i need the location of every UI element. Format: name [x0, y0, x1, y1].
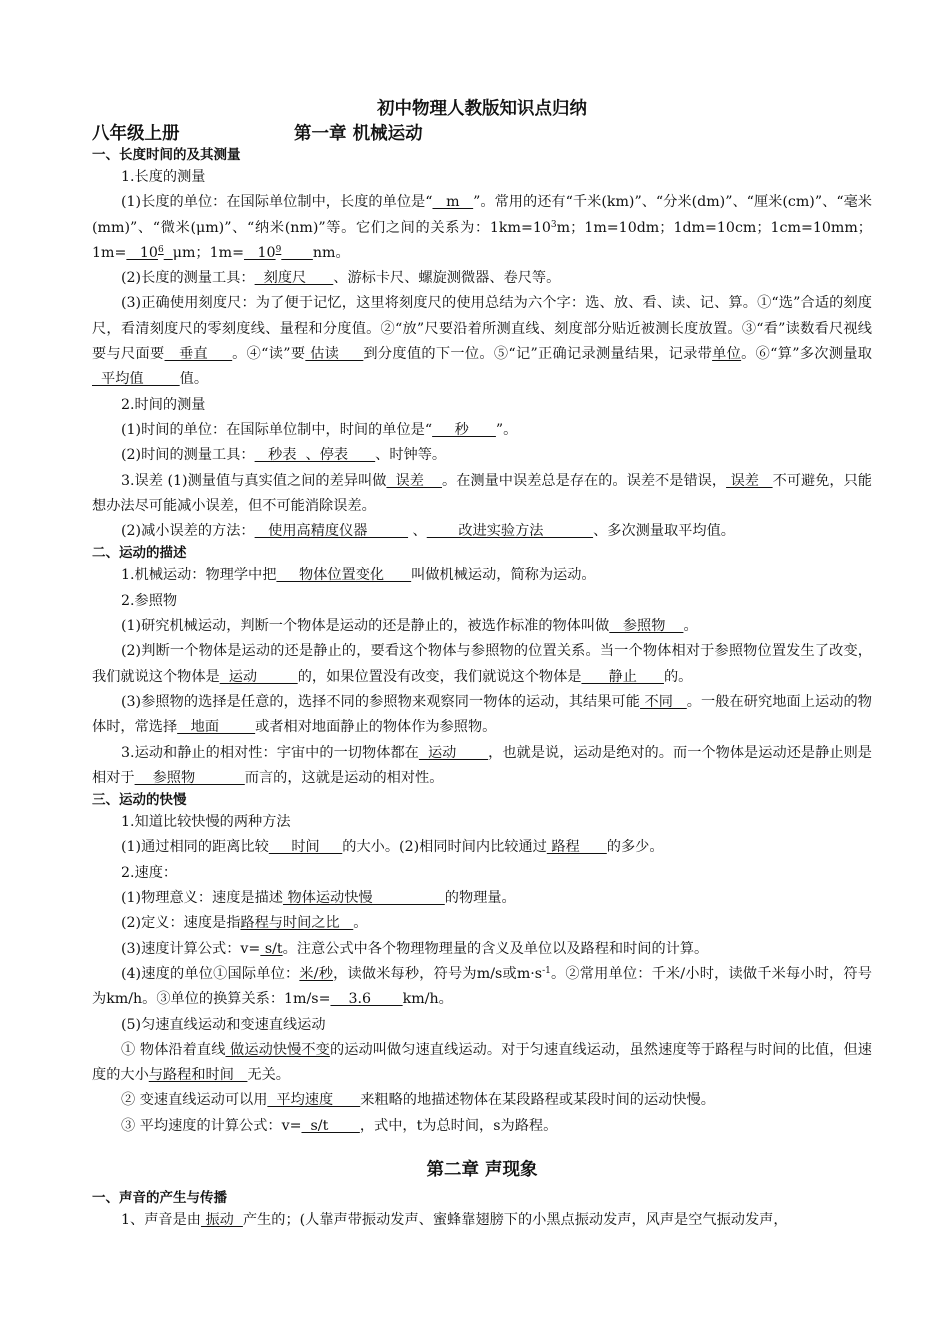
answer-blank: 不同	[639, 693, 687, 710]
answer-blank: 3.6	[330, 991, 403, 1008]
speed-unit-paragraph: (4)速度的单位①国际单位：米/秒，读做米每秒，符号为m/s或$m\cdot s^{-1}$。②常用单位：千米/小时，读做千米每小时，符号为km/h。③单位的换算关系：1m/s= 3.6 km/h。	[92, 965, 872, 1008]
answer-blank: s/t	[301, 1117, 360, 1134]
section3-title: 三、运动的快慢	[92, 792, 187, 809]
chapter1-title: 第一章 机械运动	[294, 124, 423, 144]
answer-blank: m	[432, 194, 474, 211]
document-title: 初中物理人教版知识点归纳	[377, 99, 587, 119]
variable-motion-paragraph: ② 变速直线运动可以用 平均速度 来粗略的地描述物体在某段路程或某段时间的运动快慢。	[121, 1092, 715, 1109]
speed-heading: 2.速度：	[121, 864, 178, 881]
chapter-heading-line	[92, 122, 872, 146]
answer-blank: 参照物	[134, 769, 245, 786]
length-unit-paragraph: (1)长度的单位：在国际单位制中，长度的单位是“ m ”。常用的还有“千米(km)”、“分米(dm)”、“厘米(cm)”、“毫米(mm)”、“微米(μm)”、“纳米(nm)”等。它们之间的关系为：$1km=10^3m$；1m=10dm；1dm=10cm；1cm=10mm；$1m= 10^6$ μm；$1m= 10^9$ nm。	[92, 194, 872, 261]
section2-title: 二、运动的描述	[92, 545, 187, 562]
answer-blank: 平均速度	[267, 1092, 361, 1109]
time-measurement-heading: 2.时间的测量	[121, 396, 206, 413]
answer-blank: 时间	[268, 839, 343, 856]
reference-choice-paragraph: (3)参照物的选择是任意的，选择不同的参照物来观察同一物体的运动，其结果可能 不同 。一般在研究地面上运动的物体时，常选择 地面 或者相对地面静止的物体作为参照物。	[92, 693, 872, 736]
answer-blank: 地面	[177, 719, 256, 736]
answer-blank: 平均值	[92, 371, 180, 388]
answer-blank: 振动	[200, 1211, 243, 1228]
average-speed-paragraph: ③ 平均速度的计算公式：v= s/t ，式中，t为总时间，s为路程。	[121, 1117, 558, 1134]
answer-blank: 秒	[432, 421, 496, 438]
answer-blank: 路程	[546, 839, 607, 856]
answer-blank: 运动	[418, 744, 489, 761]
grade-label: 八年级上册	[92, 124, 180, 144]
length-measurement-heading: 1.长度的测量	[121, 169, 206, 185]
reference-judge-paragraph: (2)判断一个物体是运动的还是静止的，要看这个物体与参照物的位置关系。当一个物体相对于参照物位置发生了改变，我们就说这个物体是 运动 的，如果位置没有改变，我们就说这个物体是 静止 的。	[92, 643, 872, 685]
answer-blank: 误差	[386, 472, 442, 489]
chapter2-title: 第二章 声现象	[426, 1159, 538, 1180]
speed-formula-paragraph: (3)速度计算公式：v= s/t。注意公式中各个物理物理量的含义及单位以及路程和时间的计算。	[121, 940, 709, 957]
answer-blank: 估读	[305, 346, 364, 363]
answer-blank: 垂直	[164, 346, 233, 363]
section1-title: 一、长度时间的及其测量	[92, 147, 241, 163]
answer-blank: s/t	[260, 940, 283, 957]
answer-blank: 误差	[726, 472, 773, 489]
speed-meaning-paragraph: (1)物理意义：速度是描述 物体运动快慢 的物理量。	[121, 890, 516, 907]
answer-blank: 与路程和时间	[148, 1067, 248, 1084]
reference-def-paragraph: (1)研究机械运动，判断一个物体是运动的还是静止的，被选作标准的物体叫做 参照物 。	[121, 618, 698, 635]
mechanical-motion-paragraph: 1.机械运动：物理学中把 物体位置变化 叫做机械运动，简称为运动。	[121, 567, 596, 584]
relativity-paragraph: 3.运动和静止的相对性：宇宙中的一切物体都在 运动 ，也就是说，运动是绝对的。而一个物体是运动还是静止则是相对于 参照物 而言的，这就是运动的相对性。	[92, 744, 872, 786]
length-tools-paragraph: (2)长度的测量工具： 刻度尺 、游标卡尺、螺旋测微器、卷尺等。	[121, 270, 561, 287]
uniform-motion-paragraph: ① 物体沿着直线 做运动快慢不变的运动叫做匀速直线运动。对于匀速直线运动，虽然速度等于路程与时间的比值，但速度的大小与路程和时间 无关。	[92, 1041, 872, 1084]
error-paragraph: 3.误差 (1)测量值与真实值之间的差异叫做 误差 。在测量中误差总是存在的。误差不是错误， 误差 不可避免，只能想办法尽可能减小误差，但不可能消除误差。	[92, 472, 872, 514]
answer-blank: 运动	[219, 668, 298, 685]
answer-blank: 10	[126, 244, 158, 261]
ruler-usage-paragraph: (3)正确使用刻度尺：为了便于记忆，这里将刻度尺的使用总结为六个字：选、放、看、读、记、算。①“选”合适的刻度尺，看清刻度尺的零刻度线、量程和分度值。②“放”尺要沿着所测直线、刻度部分贴近被测长度放置。③“看”读数看尺视线要与尺面要 垂直 。④“读”要 估读 到分度值的下一位。⑤“记”正确记录测量结果，记录带单位。⑥“算”多次测量取 平均值 值。	[92, 295, 872, 388]
answer-blank: 使用高精度仪器	[254, 523, 409, 540]
time-unit-paragraph: (1)时间的单位：在国际单位制中，时间的单位是“ 秒 ”。	[121, 421, 518, 438]
answer-blank: 改进实验方法	[426, 523, 594, 540]
reduce-error-paragraph: (2)减小误差的方法： 使用高精度仪器 、 改进实验方法 、多次测量取平均值。	[121, 523, 735, 540]
answer-blank: 米/秒	[299, 965, 334, 982]
reference-heading: 2.参照物	[121, 592, 178, 609]
compare-heading: 1.知道比较快慢的两种方法	[121, 814, 291, 831]
answer-blank: 物体运动快慢	[282, 890, 445, 907]
uniform-motion-heading: (5)匀速直线运动和变速直线运动	[121, 1016, 326, 1033]
time-tools-paragraph: (2)时间的测量工具： 秒表 、停表 、时钟等。	[121, 447, 447, 464]
sound-production-paragraph: 1、声音是由 振动 产生的；(人靠声带振动发声、蜜蜂靠翅膀下的小黑点振动发声，风声是空气振动发声，	[121, 1211, 788, 1228]
speed-definition-paragraph: (2)定义：速度是指路程与时间之比 。	[121, 915, 368, 932]
answer-blank: 单位	[712, 346, 742, 363]
compare-paragraph: (1)通过相同的距离比较 时间 的大小。(2)相同时间内比较通过 路程 的多少。	[121, 839, 664, 856]
answer-blank: 刻度尺	[254, 270, 334, 287]
answer-blank: 秒表 、停表	[254, 447, 376, 464]
answer-blank: 路程与时间之比	[240, 915, 354, 932]
chapter2-section1-title: 一、声音的产生与传播	[92, 1189, 227, 1206]
answer-blank: 静止	[581, 668, 664, 685]
answer-blank: 参照物	[609, 618, 684, 635]
answer-blank: 物体位置变化	[276, 567, 412, 584]
answer-blank: 做运动快慢不变	[225, 1041, 330, 1058]
answer-blank: 10	[243, 244, 276, 261]
